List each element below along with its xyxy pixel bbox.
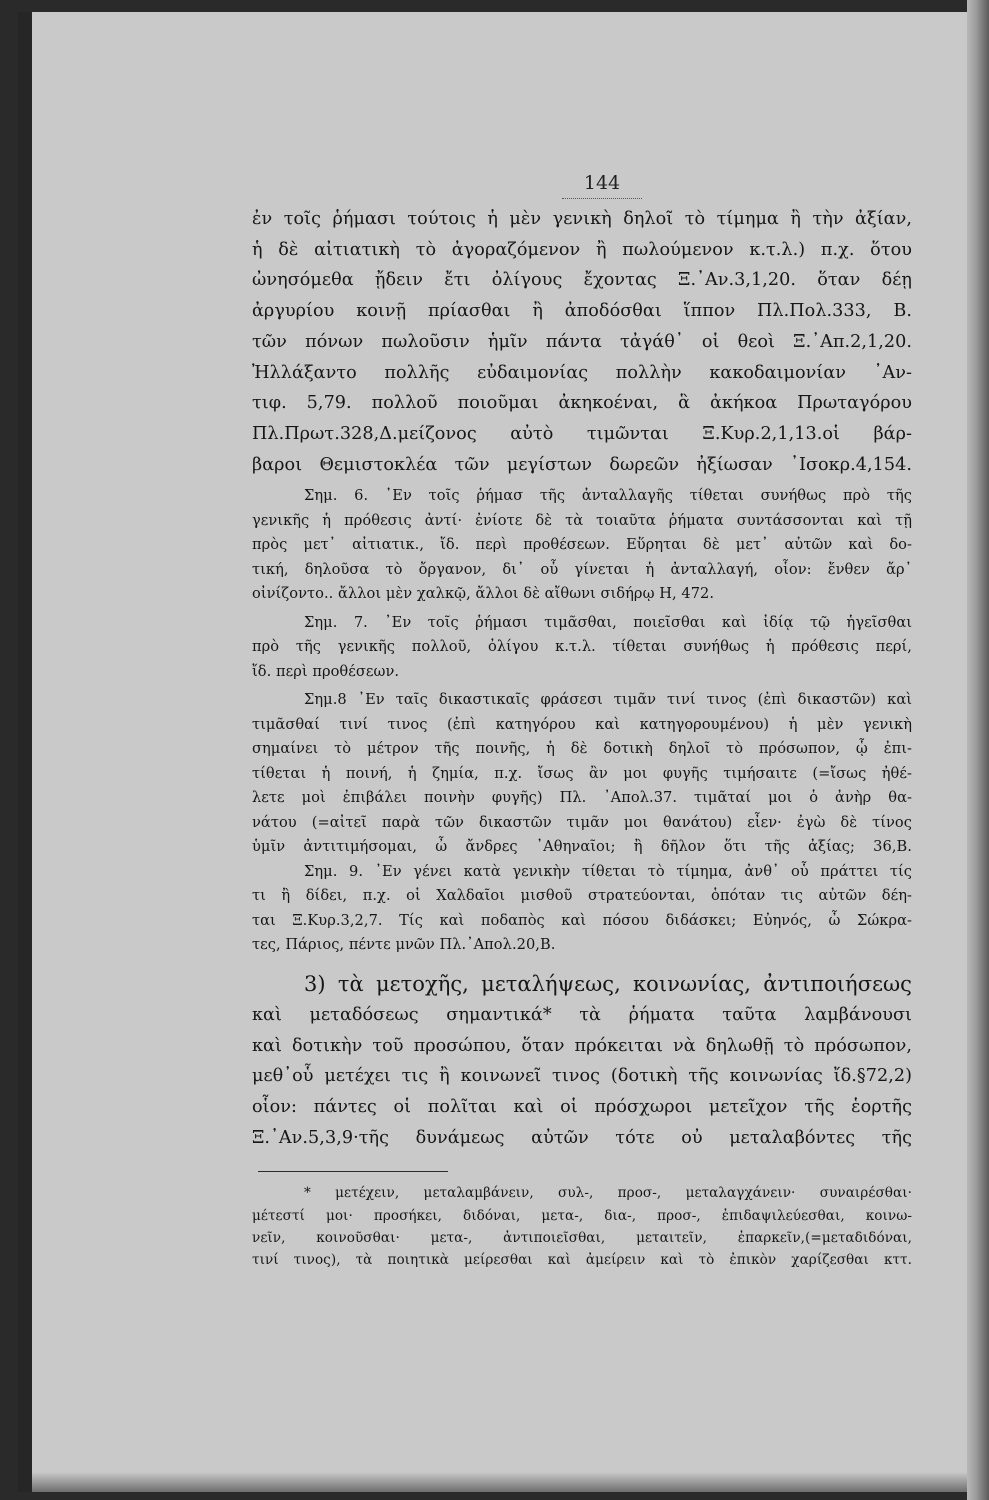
note-line: Σημ. 7. ᾽Εν τοῖς ῥήμασι τιμᾶσθαι, ποιεῖσθαι καὶ ἰδίᾳ τῷ ἡγεῖσθαι <box>304 613 912 631</box>
text-line: τῶν πόνων πωλοῦσιν ἡμῖν πάντα τἀγάθ᾽ οἱ θεοὶ Ξ.᾽Απ.2,1,20. <box>252 331 912 352</box>
note-8 <box>252 688 912 860</box>
text-line: ὠνησόμεθα ᾔδειν ἔτι ὀλίγους ἔχοντας Ξ.᾽Αν.3,1,20. ὅταν δέῃ <box>252 270 912 291</box>
note-6 <box>252 484 912 607</box>
paragraph-main <box>252 204 912 480</box>
note-line: σημαίνει τὸ μέτρον τῆς ποινῆς, ἡ δὲ δοτικὴ δηλοῖ τὸ πρόσωπον, ᾧ ἐπι- <box>252 740 912 758</box>
note-line: γενικῆς ἡ πρόθεσις ἀντί· ἐνίοτε δὲ τὰ τοιαῦτα ῥήματα συντάσσονται καὶ τῇ <box>252 511 912 529</box>
page-bottom-shadow <box>32 1472 968 1492</box>
note-line: Σημ. 6. ᾽Εν τοῖς ῥήμασ τῆς ἀνταλλαγῆς τίθεται συνήθως πρὸ τῆς <box>304 487 912 505</box>
note-line: τες, Πάριος, πέντε μνῶν Πλ.᾽Απολ.20,Β. <box>252 936 556 954</box>
footnote-line: νεῖν, κοινοῦσθαι· μετα-, ἀντιποιεῖσθαι, μεταιτεῖν, ἐπαρκεῖν,(=μεταδιδόναι, <box>252 1229 912 1246</box>
note-line: ἴδ. περὶ προθέσεων. <box>252 662 400 680</box>
note-9 <box>252 860 912 958</box>
note-line: λετε μοὶ ἐπιβάλει ποινὴν φυγῆς) Πλ. ᾽Απολ.37. τιμᾶταί μοι ὁ ἀνὴρ θα- <box>252 789 912 807</box>
footnote <box>252 1182 912 1271</box>
text-line: καὶ μεταδόσεως σημαντικά* τὰ ῥήματα ταῦτα λαμβάνουσι <box>252 1004 912 1025</box>
text-line: Πλ.Πρωτ.328,Δ.μείζονος αὐτὸ τιμῶνται Ξ.Κυρ.2,1,13.οἱ βάρ- <box>252 423 912 444</box>
page-text <box>252 204 912 1271</box>
text-line: βαροι Θεμιστοκλέα τῶν μεγίστων δωρεῶν ἠξίωσαν ᾽Ισοκρ.4,154. <box>252 454 912 475</box>
note-line: τίθεται ἡ ποινή, ἡ ζημία, π.χ. ἴσως ἂν μοι φυγῆς τιμήσαιτε (=ἴσως ἠθέ- <box>252 764 912 782</box>
page-number-rule <box>562 198 642 199</box>
note-line: τι ἢ δίδει, π.χ. οἱ Χαλδαῖοι μισθοῦ στρατεύονται, ὁπόταν τις αὐτῶν δέη- <box>252 887 912 905</box>
note-line: πρὸς μετ᾽ αἰτιατικ., ἴδ. περὶ προθέσεων. Εὕρηται δὲ μετ᾽ αὐτῶν καὶ δο- <box>252 536 912 554</box>
text-line: μεθ᾽οὗ μετέχει τις ἢ κοινωνεῖ τινος (δοτικὴ τῆς κοινωνίας ἴδ.§72,2) <box>252 1066 912 1087</box>
footnote-rule <box>258 1171 448 1172</box>
text-line: τιφ. 5,79. πολλοῦ ποιοῦμαι ἀκηκοέναι, ἃ ἀκήκοα Πρωταγόρου <box>252 393 912 414</box>
footnote-line: * μετέχειν, μεταλαμβάνειν, συλ-, προσ-, μεταλαγχάνειν· συναιρέσθαι· <box>304 1185 912 1202</box>
text-line: ἀργυρίου κοινῇ πρίασθαι ἢ ἀποδόσθαι ἵππον Πλ.Πολ.333, Β. <box>252 301 912 322</box>
text-line: καὶ δοτικὴν τοῦ προσώπου, ὅταν πρόκειται νὰ δηλωθῇ τὸ πρόσωπον, <box>252 1035 912 1056</box>
note-line: νάτου (=αἰτεῖ παρὰ τῶν δικαστῶν τιμᾶν μοι θανάτου) εἶεν· ἐγὼ δὲ τίνος <box>252 813 912 831</box>
text-line: ἐν τοῖς ῥήμασι τούτοις ἡ μὲν γενικὴ δηλοῖ τὸ τίμημα ἢ τὴν ἀξίαν, <box>252 209 912 229</box>
text-line: ἡ δὲ αἰτιατικὴ τὸ ἀγοραζόμενον ἢ πωλούμενον κ.τ.λ.) π.χ. ὅτου <box>252 239 912 260</box>
section-3 <box>252 968 912 1154</box>
note-line: τική, δηλοῦσα τὸ ὄργανον, δι᾽ οὗ γίνεται ἡ ἀνταλλαγή, οἷον: ἔνθεν ἄρ᾽ <box>252 560 912 578</box>
footnote-line: μέτεστί μοι· προσήκει, διδόναι, μετα-, δια-, προσ-, ἐπιδαψιλεύεσθαι, κοινω- <box>252 1207 912 1224</box>
text-line: Ἠλλάξαντο πολλῆς εὐδαιμονίας πολλὴν κακοδαιμονίαν ᾽Αν- <box>252 362 912 383</box>
page-edge <box>967 0 989 1500</box>
book-page <box>18 12 968 1492</box>
page-number: 144 <box>583 172 621 194</box>
text-line: οἷον: πάντες οἱ πολῖται καὶ οἱ πρόσχωροι μετεῖχον τῆς ἑορτῆς <box>252 1096 912 1117</box>
footnote-line: τινί τινος), τὰ ποιητικὰ μείρεσθαι καὶ ἀμείρειν καὶ τὸ ἐπικὸν χαρίζεσθαι κττ. <box>252 1251 912 1268</box>
note-line: τιμᾶσθαί τινί τινος (ἐπὶ κατηγόρου καὶ κατηγορουμένου) ἡ μὲν γενικὴ <box>252 715 912 733</box>
note-line: Σημ.8 ᾽Εν ταῖς δικαστικαῖς φράσεσι τιμᾶν τινί τινος (ἐπὶ δικαστῶν) καὶ <box>304 691 912 709</box>
text-line: Ξ.᾽Αν.5,3,9·τῆς δυνάμεως αὐτῶν τότε οὐ μεταλαβόντες τῆς <box>252 1127 912 1148</box>
note-line: οἰνίζοντο.. ἄλλοι μὲν χαλκῷ, ἄλλοι δὲ αἴθωνι σιδήρῳ Η, 472. <box>252 585 715 603</box>
note-line: Σημ. 9. ᾽Εν γένει κατὰ γενικὴν τίθεται τὸ τίμημα, ἀνθ᾽ οὗ πράττει τίς <box>304 862 912 880</box>
note-line: ὑμῖν ἀντιτιμήσομαι, ὦ ἄνδρες ᾽Αθηναῖοι; ἢ δῆλον ὅτι τῆς ἀξίας; 36,Β. <box>252 838 912 856</box>
note-7 <box>252 611 912 685</box>
note-line: ται Ξ.Κυρ.3,2,7. Τίς καὶ ποδαπὸς καὶ πόσου διδάσκει; Εὐηνός, ὦ Σώκρα- <box>252 911 912 929</box>
section-heading-line: 3) τὰ μετοχῆς, μεταλήψεως, κοινωνίας, ἀντιποιήσεως <box>304 971 912 996</box>
note-line: πρὸ τῆς γενικῆς πολλοῦ, ὀλίγου κ.τ.λ. τίθεται συνήθως ἡ πρόθεσις περί, <box>252 638 912 656</box>
